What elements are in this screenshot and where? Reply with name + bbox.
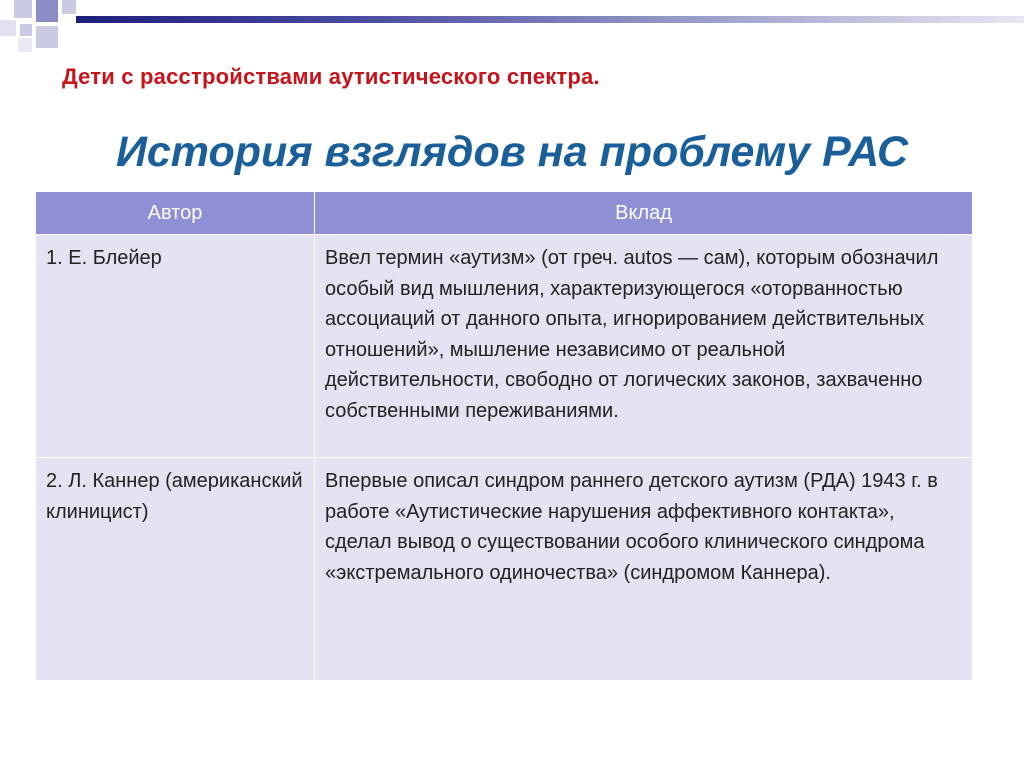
decor-square (14, 0, 32, 18)
decor-square (0, 20, 16, 36)
history-table (35, 191, 973, 681)
cell-author: 2. Л. Каннер (американский клиницист) (36, 458, 315, 681)
decor-gradient-bar (76, 16, 1024, 23)
cell-author: 1. Е. Блейер (36, 235, 315, 458)
table-row (36, 458, 973, 681)
slide-title: История взглядов на проблему РАС (115, 128, 909, 176)
table-row (36, 235, 973, 458)
cell-contribution: Ввел термин «аутизм» (от греч. autos — сам), которым обозначил особый вид мышления, характеризующегося «оторванностью ассоциаций от данного опыта, игнорированием действительных отношений», мышление независимо от реальной действительности, свободно от логических законов, захваченно собственными переживаниями. (315, 235, 973, 458)
cell-contribution: Впервые описал синдром раннего детского аутизм (РДА) 1943 г. в работе «Аутистические нарушения аффективного контакта», сделал вывод о существовании особого клинического синдрома «экстремального одиночества» (синдромом Каннера). (315, 458, 973, 681)
decor-square (36, 0, 58, 22)
table-header-row (36, 192, 973, 235)
decor-square (18, 38, 32, 52)
slide-subtitle: Дети с расстройствами аутистического спектра. (62, 64, 600, 89)
header-contribution: Вклад (315, 192, 973, 235)
decor-square (20, 24, 32, 36)
decor-square (62, 0, 76, 14)
header-author: Автор (36, 192, 315, 235)
decor-square (36, 26, 58, 48)
